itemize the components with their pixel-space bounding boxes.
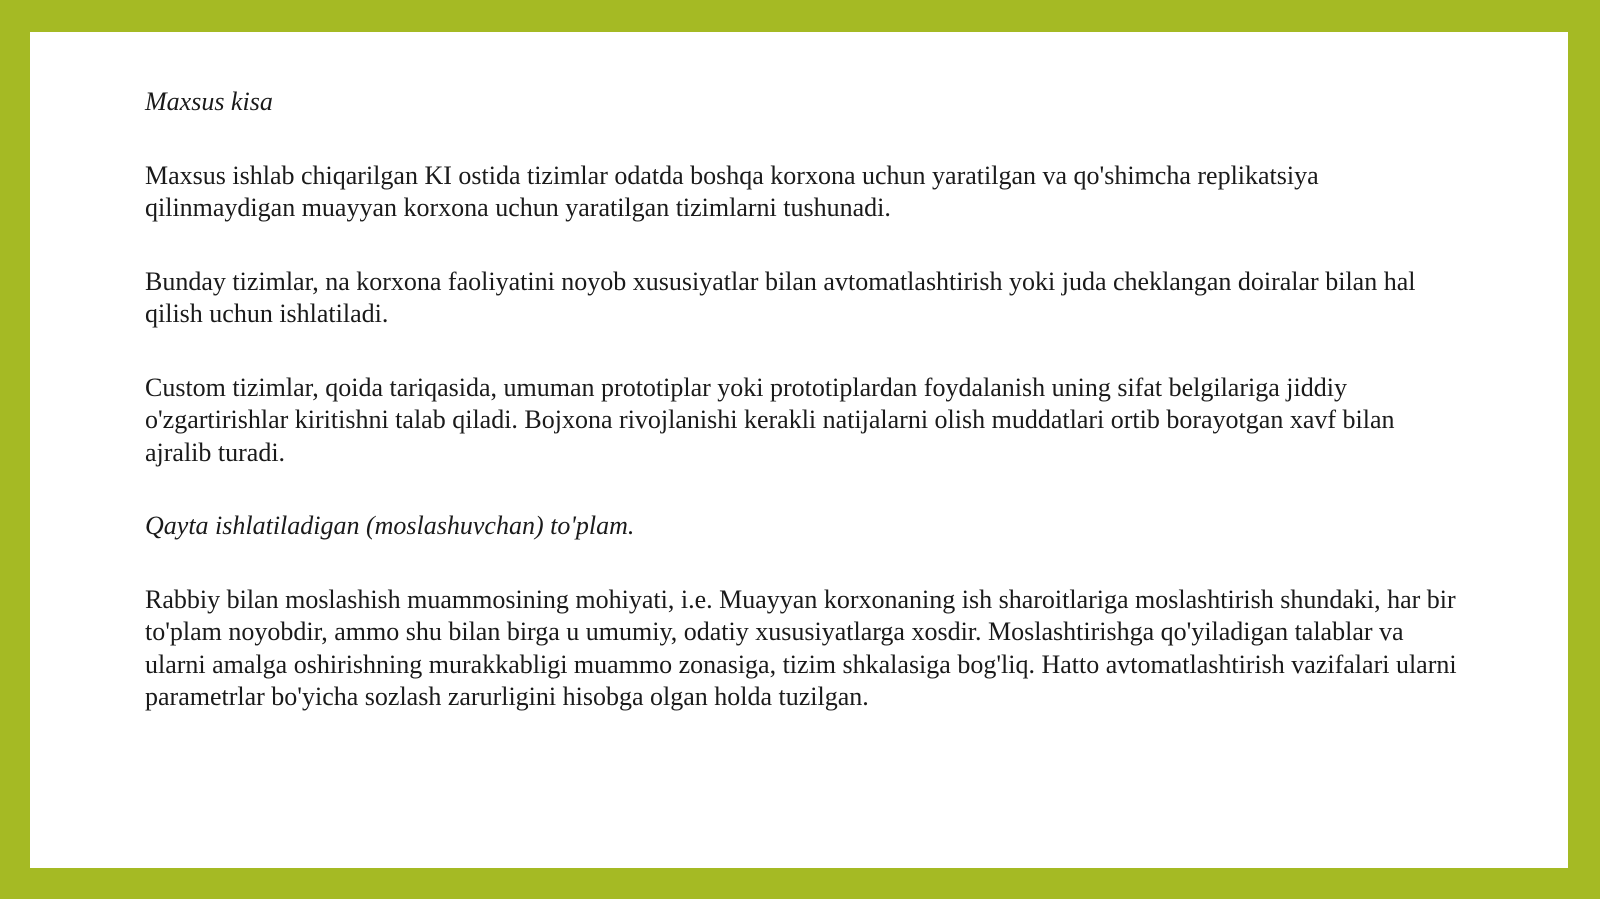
paragraph-custom-usage: Bunday tizimlar, na korxona faoliyatini noyob xususiyatlar bilan avtomatlashtirish yoki juda cheklangan doiralar bilan hal qilish uchun ishlatiladi. xyxy=(145,266,1416,328)
paragraph-reusable-adaptation: Rabbiy bilan moslashish muammosining mohiyati, i.e. Muayyan korxonaning ish sharoitlariga moslashtirish shundaki, har bir to'plam noyobdir, ammo shu bilan birga u umumiy, odatiy xususiyatlarga xosdir. Moslashtirishga qo'yiladigan talablar va ularni amalga oshirishning murakkabligi muammo zonasiga, tizim shkalasiga bog'liq. Hatto avtomatlashtirish vazifalari ularni parametrlar bo'yicha sozlash zarurligini hisobga olgan holda tuzilgan. xyxy=(145,584,1457,711)
section-heading-custom: Maxsus kisa xyxy=(145,87,273,116)
paragraph-custom-requirements: Custom tizimlar, qoida tariqasida, umuman prototiplar yoki prototiplardan foydalanish uning sifat belgilariga jiddiy o'zgartirishlar kiritishni talab qiladi. Bojxona rivojlanishi kerakli natijalarni olish muddatlari ortib borayotgan xavf bilan ajralib turadi. xyxy=(145,372,1395,467)
section-heading-reusable: Qayta ishlatiladigan (moslashuvchan) to'plam. xyxy=(145,511,635,540)
slide-content xyxy=(145,86,1465,755)
slide xyxy=(30,32,1568,868)
paragraph-custom-definition: Maxsus ishlab chiqarilgan KI ostida tizimlar odatda boshqa korxona uchun yaratilgan va qo'shimcha replikatsiya qilinmaydigan muayyan korxona uchun yaratilgan tizimlarni tushunadi. xyxy=(145,160,1319,222)
